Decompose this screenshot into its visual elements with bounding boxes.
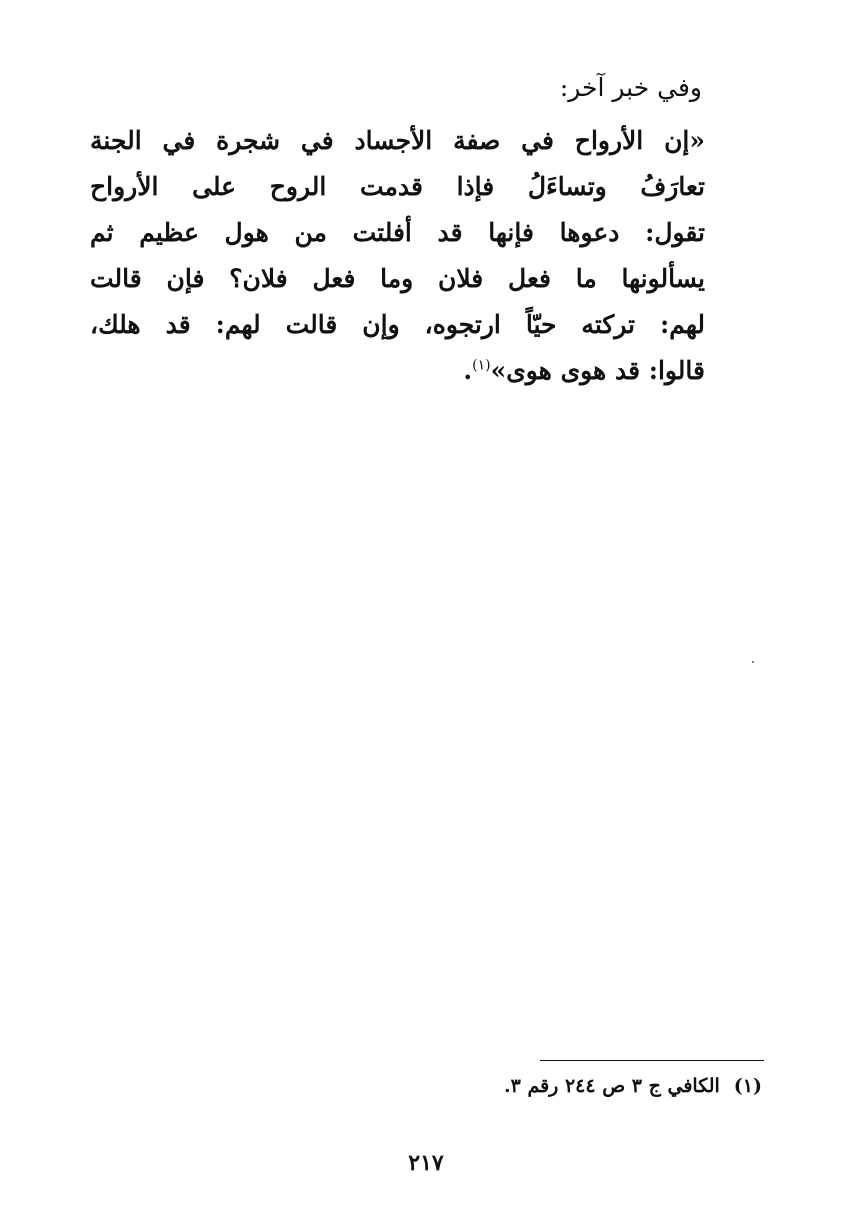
footnote-reference[interactable]: (١) xyxy=(472,357,491,374)
footnote-separator xyxy=(540,1060,764,1061)
final-period: . xyxy=(463,356,473,385)
paragraph-line: «إن الأرواح في صفة الأجساد في شجرة في الجنة xyxy=(90,126,705,155)
stray-dot xyxy=(752,661,754,663)
paragraph-line: لهم: تركته حيّاً ارتجوه، وإن قالت لهم: قد هلك، xyxy=(90,310,705,339)
paragraph-last-line xyxy=(90,348,705,394)
footnote xyxy=(504,1075,762,1097)
hadith-paragraph xyxy=(90,118,705,394)
paragraph-line-text: قالوا: قد هوى هوى» xyxy=(490,356,705,385)
footnote-number: (١) xyxy=(733,1075,762,1097)
page-number: ٢١٧ xyxy=(408,1150,444,1176)
paragraph-line: تقول: دعوها فإنها قد أفلتت من هول عظيم ثم xyxy=(90,218,705,247)
paragraph-line: يسألونها ما فعل فلان وما فعل فلان؟ فإن قالت xyxy=(90,264,705,293)
footnote-text: الكافي ج ٣ ص ٢٤٤ رقم ٣. xyxy=(503,1075,720,1097)
paragraph-line: تعارَفُ وتساءَلُ فإذا قدمت الروح على الأرواح xyxy=(90,172,705,201)
section-intro: وفي خبر آخر: xyxy=(559,73,702,102)
